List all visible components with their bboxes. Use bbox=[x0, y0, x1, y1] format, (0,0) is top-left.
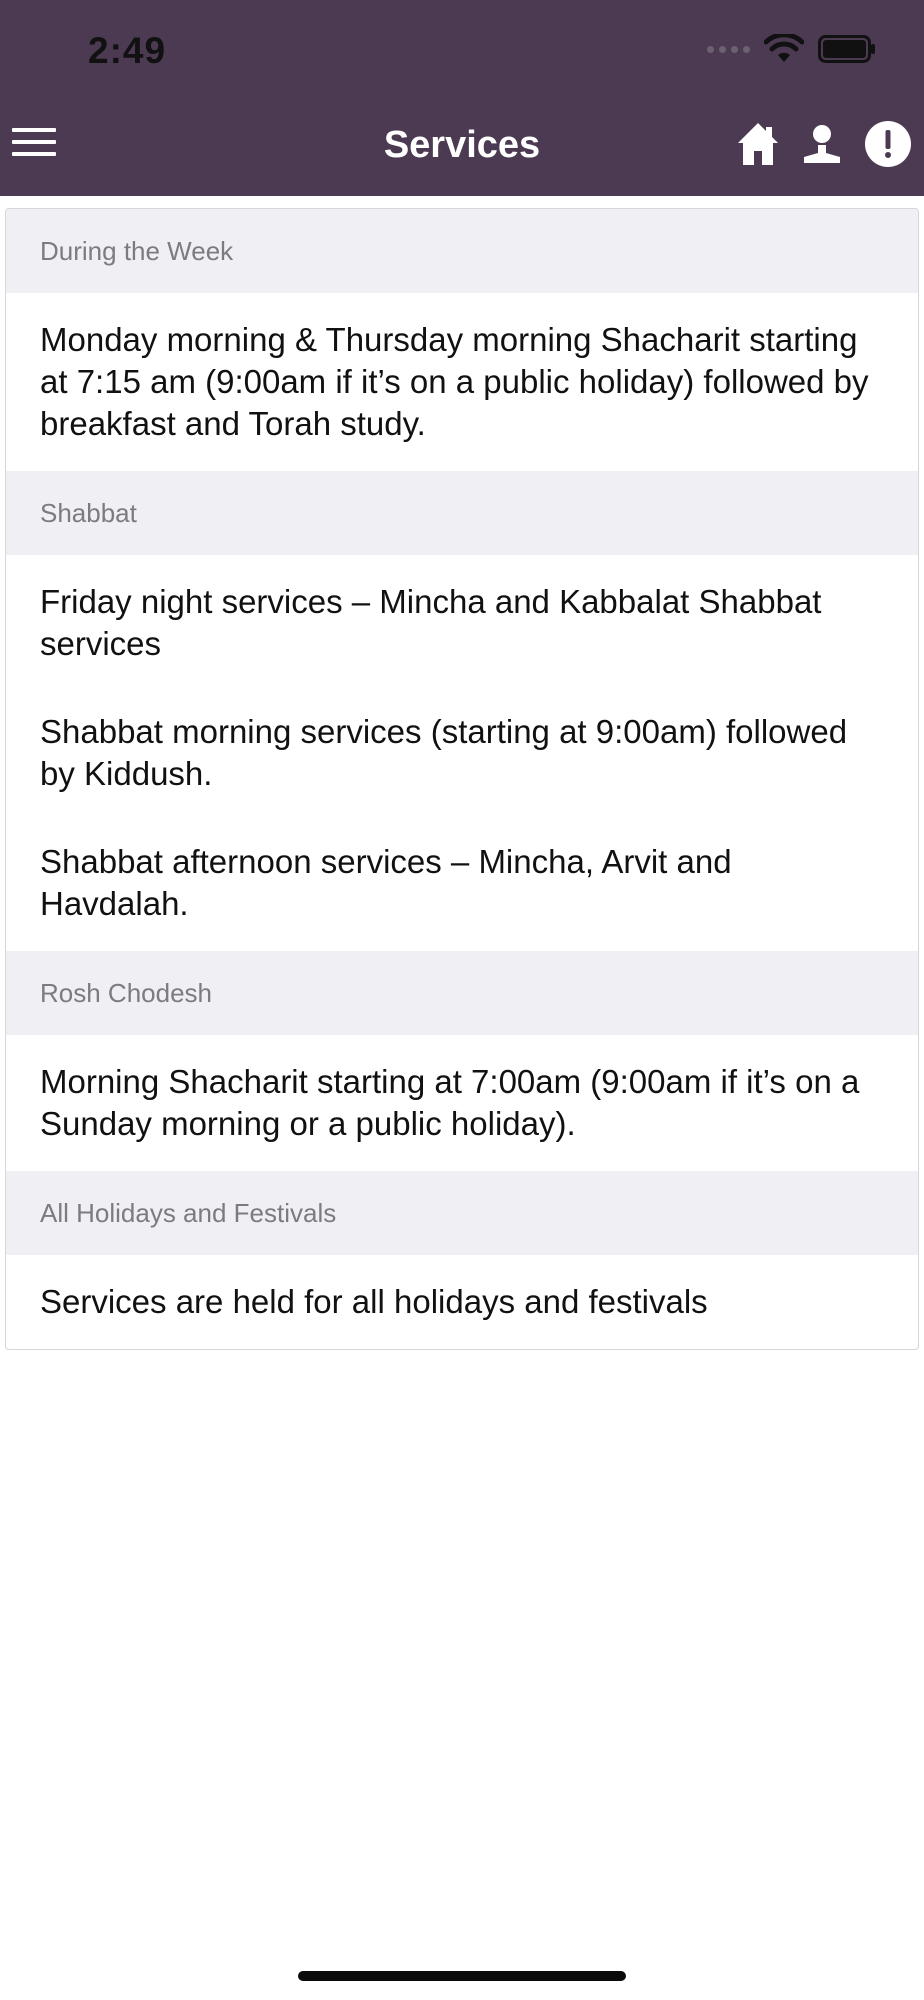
cellular-signal-icon bbox=[707, 46, 750, 53]
service-description: Shabbat morning services (starting at 9:00am) followed by Kiddush. bbox=[40, 713, 848, 792]
section-body-all-holidays bbox=[6, 1255, 918, 1349]
section-header-all-holidays: All Holidays and Festivals bbox=[6, 1171, 918, 1255]
battery-icon bbox=[818, 35, 876, 63]
wifi-icon bbox=[764, 34, 804, 64]
section-body-rosh-chodesh bbox=[6, 1035, 918, 1171]
nav-bar bbox=[0, 110, 924, 180]
alert-icon[interactable] bbox=[864, 120, 912, 168]
section-body-during-the-week bbox=[6, 293, 918, 471]
services-card bbox=[5, 208, 919, 1350]
service-description: Shabbat afternoon services – Mincha, Arvit and Havdalah. bbox=[40, 843, 732, 922]
page-title: Services bbox=[383, 124, 541, 166]
service-description: Monday morning & Thursday morning Shacharit starting at 7:15 am (9:00am if it’s on a public holiday) followed by breakfast and Torah study. bbox=[40, 321, 869, 442]
person-icon[interactable] bbox=[802, 123, 842, 165]
section-header-shabbat: Shabbat bbox=[6, 471, 918, 555]
section-body-shabbat bbox=[6, 555, 918, 951]
status-time: 2:49 bbox=[88, 30, 167, 71]
home-icon[interactable] bbox=[736, 121, 780, 167]
section-header-during-the-week: During the Week bbox=[6, 209, 918, 293]
app-header bbox=[0, 0, 924, 196]
service-description: Morning Shacharit starting at 7:00am (9:00am if it’s on a Sunday morning or a public holiday). bbox=[40, 1063, 860, 1142]
status-icons bbox=[707, 34, 876, 64]
section-header-rosh-chodesh: Rosh Chodesh bbox=[6, 951, 918, 1035]
service-description: Friday night services – Mincha and Kabbalat Shabbat services bbox=[40, 583, 822, 662]
nav-actions bbox=[736, 120, 912, 168]
home-indicator[interactable] bbox=[298, 1971, 626, 1981]
service-description: Services are held for all holidays and festivals bbox=[40, 1283, 708, 1320]
